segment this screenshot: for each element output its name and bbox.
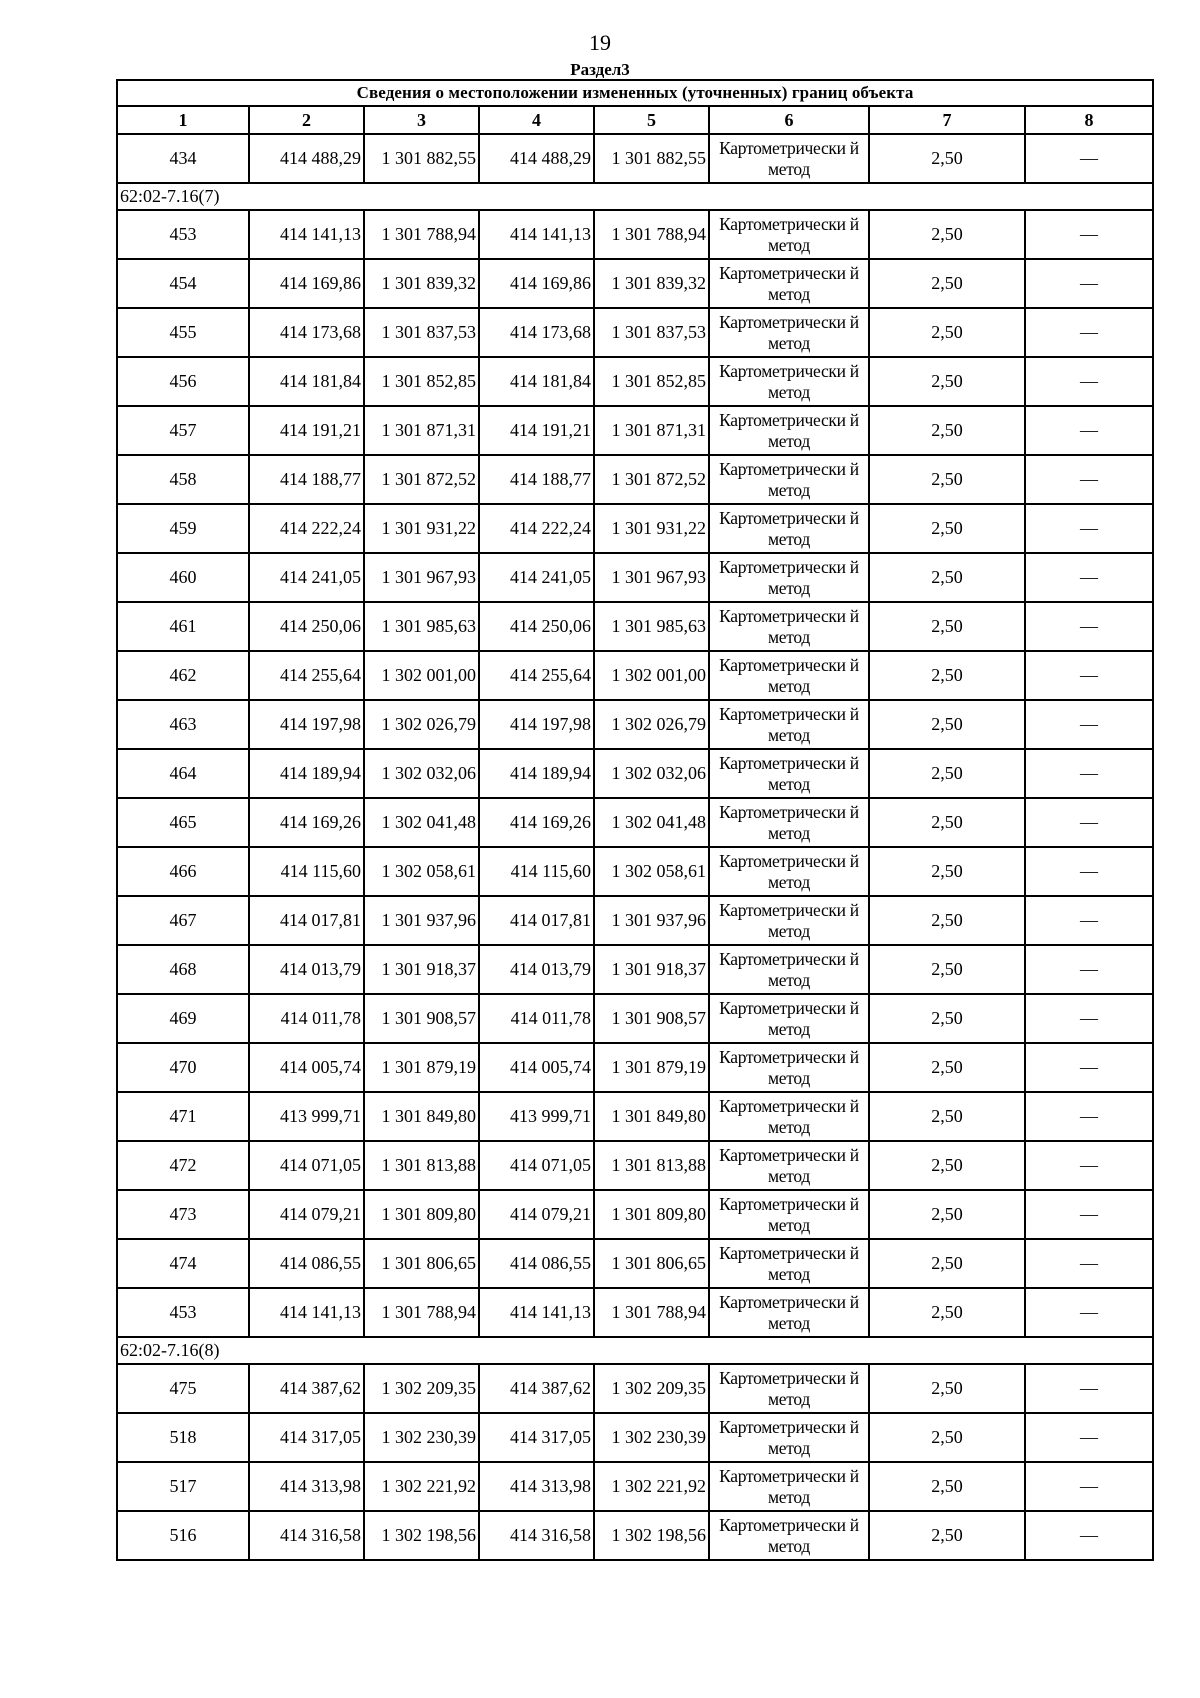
point-number-cell: 472 <box>117 1141 249 1190</box>
point-number-cell: 469 <box>117 994 249 1043</box>
accuracy-cell: 2,50 <box>869 602 1025 651</box>
y-old-cell: 1 301 806,65 <box>364 1239 479 1288</box>
description-cell: — <box>1025 134 1153 183</box>
contour-number-label: 62:02-7.16(7) <box>117 183 1153 210</box>
x-new-cell: 414 255,64 <box>479 651 594 700</box>
point-number-cell: 456 <box>117 357 249 406</box>
x-new-cell: 414 222,24 <box>479 504 594 553</box>
table-row <box>117 1462 1153 1511</box>
point-number-cell: 464 <box>117 749 249 798</box>
y-new-cell: 1 301 908,57 <box>594 994 709 1043</box>
x-new-cell: 414 086,55 <box>479 1239 594 1288</box>
x-old-cell: 414 071,05 <box>249 1141 364 1190</box>
point-number-cell: 453 <box>117 1288 249 1337</box>
y-new-cell: 1 301 918,37 <box>594 945 709 994</box>
y-old-cell: 1 301 839,32 <box>364 259 479 308</box>
y-old-cell: 1 301 931,22 <box>364 504 479 553</box>
x-new-cell: 414 387,62 <box>479 1364 594 1413</box>
table-row <box>117 553 1153 602</box>
description-cell: — <box>1025 1141 1153 1190</box>
y-new-cell: 1 301 937,96 <box>594 896 709 945</box>
description-cell: — <box>1025 259 1153 308</box>
y-new-cell: 1 302 041,48 <box>594 798 709 847</box>
table-row <box>117 1043 1153 1092</box>
x-old-cell: 413 999,71 <box>249 1092 364 1141</box>
accuracy-cell: 2,50 <box>869 1239 1025 1288</box>
description-cell: — <box>1025 994 1153 1043</box>
x-old-cell: 414 017,81 <box>249 896 364 945</box>
point-number-cell: 518 <box>117 1413 249 1462</box>
table-row <box>117 357 1153 406</box>
y-new-cell: 1 301 931,22 <box>594 504 709 553</box>
x-new-cell: 414 313,98 <box>479 1462 594 1511</box>
y-old-cell: 1 302 221,92 <box>364 1462 479 1511</box>
description-cell: — <box>1025 504 1153 553</box>
y-new-cell: 1 301 837,53 <box>594 308 709 357</box>
column-number: 8 <box>1025 106 1153 134</box>
x-old-cell: 414 188,77 <box>249 455 364 504</box>
y-old-cell: 1 302 198,56 <box>364 1511 479 1560</box>
point-number-cell: 455 <box>117 308 249 357</box>
x-old-cell: 414 079,21 <box>249 1190 364 1239</box>
table-row <box>117 994 1153 1043</box>
accuracy-cell: 2,50 <box>869 553 1025 602</box>
description-cell: — <box>1025 1413 1153 1462</box>
accuracy-cell: 2,50 <box>869 455 1025 504</box>
x-old-cell: 414 086,55 <box>249 1239 364 1288</box>
x-new-cell: 414 197,98 <box>479 700 594 749</box>
x-old-cell: 414 317,05 <box>249 1413 364 1462</box>
point-number-cell: 460 <box>117 553 249 602</box>
accuracy-cell: 2,50 <box>869 994 1025 1043</box>
method-cell: Картометрически й метод <box>709 651 869 700</box>
y-new-cell: 1 301 871,31 <box>594 406 709 455</box>
accuracy-cell: 2,50 <box>869 259 1025 308</box>
method-cell: Картометрически й метод <box>709 1364 869 1413</box>
point-number-cell: 461 <box>117 602 249 651</box>
method-cell: Картометрически й метод <box>709 700 869 749</box>
method-cell: Картометрически й метод <box>709 945 869 994</box>
method-cell: Картометрически й метод <box>709 308 869 357</box>
table-row <box>117 406 1153 455</box>
accuracy-cell: 2,50 <box>869 357 1025 406</box>
y-new-cell: 1 301 985,63 <box>594 602 709 651</box>
accuracy-cell: 2,50 <box>869 896 1025 945</box>
y-new-cell: 1 301 882,55 <box>594 134 709 183</box>
y-new-cell: 1 301 839,32 <box>594 259 709 308</box>
description-cell: — <box>1025 896 1153 945</box>
table-row <box>117 504 1153 553</box>
y-old-cell: 1 301 882,55 <box>364 134 479 183</box>
y-old-cell: 1 302 230,39 <box>364 1413 479 1462</box>
description-cell: — <box>1025 1288 1153 1337</box>
method-cell: Картометрически й метод <box>709 1043 869 1092</box>
method-cell: Картометрически й метод <box>709 134 869 183</box>
x-new-cell: 414 141,13 <box>479 1288 594 1337</box>
x-old-cell: 414 173,68 <box>249 308 364 357</box>
y-old-cell: 1 301 852,85 <box>364 357 479 406</box>
x-new-cell: 414 317,05 <box>479 1413 594 1462</box>
x-old-cell: 414 011,78 <box>249 994 364 1043</box>
x-old-cell: 414 488,29 <box>249 134 364 183</box>
description-cell: — <box>1025 1462 1153 1511</box>
x-new-cell: 414 013,79 <box>479 945 594 994</box>
method-cell: Картометрически й метод <box>709 210 869 259</box>
column-number: 6 <box>709 106 869 134</box>
accuracy-cell: 2,50 <box>869 1462 1025 1511</box>
y-new-cell: 1 302 209,35 <box>594 1364 709 1413</box>
method-cell: Картометрически й метод <box>709 455 869 504</box>
method-cell: Картометрически й метод <box>709 798 869 847</box>
y-old-cell: 1 301 985,63 <box>364 602 479 651</box>
y-old-cell: 1 301 872,52 <box>364 455 479 504</box>
description-cell: — <box>1025 406 1153 455</box>
x-new-cell: 414 169,86 <box>479 259 594 308</box>
table-row <box>117 1141 1153 1190</box>
accuracy-cell: 2,50 <box>869 504 1025 553</box>
y-old-cell: 1 301 788,94 <box>364 210 479 259</box>
accuracy-cell: 2,50 <box>869 1043 1025 1092</box>
table-row <box>117 134 1153 183</box>
y-new-cell: 1 302 198,56 <box>594 1511 709 1560</box>
accuracy-cell: 2,50 <box>869 1092 1025 1141</box>
description-cell: — <box>1025 1190 1153 1239</box>
table-row <box>117 1511 1153 1560</box>
point-number-cell: 434 <box>117 134 249 183</box>
table-row <box>117 1413 1153 1462</box>
description-cell: — <box>1025 553 1153 602</box>
accuracy-cell: 2,50 <box>869 847 1025 896</box>
x-old-cell: 414 197,98 <box>249 700 364 749</box>
x-old-cell: 414 141,13 <box>249 1288 364 1337</box>
x-new-cell: 414 316,58 <box>479 1511 594 1560</box>
description-cell: — <box>1025 1364 1153 1413</box>
point-number-cell: 457 <box>117 406 249 455</box>
point-number-cell: 467 <box>117 896 249 945</box>
x-old-cell: 414 250,06 <box>249 602 364 651</box>
description-cell: — <box>1025 945 1153 994</box>
y-old-cell: 1 302 001,00 <box>364 651 479 700</box>
description-cell: — <box>1025 1239 1153 1288</box>
y-new-cell: 1 302 026,79 <box>594 700 709 749</box>
table-row <box>117 259 1153 308</box>
accuracy-cell: 2,50 <box>869 1190 1025 1239</box>
x-new-cell: 414 169,26 <box>479 798 594 847</box>
method-cell: Картометрически й метод <box>709 994 869 1043</box>
accuracy-cell: 2,50 <box>869 1364 1025 1413</box>
accuracy-cell: 2,50 <box>869 1288 1025 1337</box>
x-old-cell: 414 115,60 <box>249 847 364 896</box>
description-cell: — <box>1025 1511 1153 1560</box>
accuracy-cell: 2,50 <box>869 134 1025 183</box>
description-cell: — <box>1025 847 1153 896</box>
x-new-cell: 413 999,71 <box>479 1092 594 1141</box>
method-cell: Картометрически й метод <box>709 1462 869 1511</box>
method-cell: Картометрически й метод <box>709 847 869 896</box>
column-number: 1 <box>117 106 249 134</box>
description-cell: — <box>1025 602 1153 651</box>
x-old-cell: 414 255,64 <box>249 651 364 700</box>
method-cell: Картометрически й метод <box>709 749 869 798</box>
y-new-cell: 1 301 809,80 <box>594 1190 709 1239</box>
x-old-cell: 414 191,21 <box>249 406 364 455</box>
point-number-cell: 458 <box>117 455 249 504</box>
method-cell: Картометрически й метод <box>709 1141 869 1190</box>
accuracy-cell: 2,50 <box>869 749 1025 798</box>
description-cell: — <box>1025 749 1153 798</box>
table-row <box>117 602 1153 651</box>
y-new-cell: 1 301 806,65 <box>594 1239 709 1288</box>
column-number: 5 <box>594 106 709 134</box>
y-old-cell: 1 302 209,35 <box>364 1364 479 1413</box>
y-new-cell: 1 301 788,94 <box>594 210 709 259</box>
x-old-cell: 414 189,94 <box>249 749 364 798</box>
column-number: 3 <box>364 106 479 134</box>
x-new-cell: 414 191,21 <box>479 406 594 455</box>
x-new-cell: 414 005,74 <box>479 1043 594 1092</box>
accuracy-cell: 2,50 <box>869 1511 1025 1560</box>
method-cell: Картометрически й метод <box>709 259 869 308</box>
accuracy-cell: 2,50 <box>869 406 1025 455</box>
x-new-cell: 414 017,81 <box>479 896 594 945</box>
y-old-cell: 1 301 849,80 <box>364 1092 479 1141</box>
y-new-cell: 1 302 230,39 <box>594 1413 709 1462</box>
table-row <box>117 651 1153 700</box>
y-old-cell: 1 301 788,94 <box>364 1288 479 1337</box>
y-new-cell: 1 301 813,88 <box>594 1141 709 1190</box>
method-cell: Картометрически й метод <box>709 1511 869 1560</box>
x-new-cell: 414 488,29 <box>479 134 594 183</box>
y-old-cell: 1 301 837,53 <box>364 308 479 357</box>
contour-group-row <box>117 183 1153 210</box>
x-old-cell: 414 313,98 <box>249 1462 364 1511</box>
y-new-cell: 1 302 032,06 <box>594 749 709 798</box>
table-row <box>117 308 1153 357</box>
description-cell: — <box>1025 357 1153 406</box>
y-old-cell: 1 301 967,93 <box>364 553 479 602</box>
y-old-cell: 1 301 908,57 <box>364 994 479 1043</box>
description-cell: — <box>1025 1092 1153 1141</box>
method-cell: Картометрически й метод <box>709 896 869 945</box>
x-old-cell: 414 013,79 <box>249 945 364 994</box>
table-row <box>117 210 1153 259</box>
x-new-cell: 414 011,78 <box>479 994 594 1043</box>
table-row <box>117 847 1153 896</box>
point-number-cell: 473 <box>117 1190 249 1239</box>
accuracy-cell: 2,50 <box>869 798 1025 847</box>
table-row <box>117 455 1153 504</box>
point-number-cell: 471 <box>117 1092 249 1141</box>
contour-group-row <box>117 1337 1153 1364</box>
y-old-cell: 1 301 937,96 <box>364 896 479 945</box>
point-number-cell: 465 <box>117 798 249 847</box>
method-cell: Картометрически й метод <box>709 1092 869 1141</box>
boundary-coordinates-table <box>116 79 1154 1561</box>
method-cell: Картометрически й метод <box>709 1190 869 1239</box>
description-cell: — <box>1025 308 1153 357</box>
method-cell: Картометрически й метод <box>709 406 869 455</box>
y-new-cell: 1 302 221,92 <box>594 1462 709 1511</box>
description-cell: — <box>1025 455 1153 504</box>
column-number: 2 <box>249 106 364 134</box>
point-number-cell: 468 <box>117 945 249 994</box>
x-old-cell: 414 387,62 <box>249 1364 364 1413</box>
accuracy-cell: 2,50 <box>869 1141 1025 1190</box>
x-new-cell: 414 188,77 <box>479 455 594 504</box>
x-old-cell: 414 241,05 <box>249 553 364 602</box>
y-old-cell: 1 302 032,06 <box>364 749 479 798</box>
table-row <box>117 1288 1153 1337</box>
y-new-cell: 1 302 058,61 <box>594 847 709 896</box>
accuracy-cell: 2,50 <box>869 651 1025 700</box>
description-cell: — <box>1025 651 1153 700</box>
table-row <box>117 1092 1153 1141</box>
table-row <box>117 1364 1153 1413</box>
point-number-cell: 463 <box>117 700 249 749</box>
x-new-cell: 414 189,94 <box>479 749 594 798</box>
point-number-cell: 470 <box>117 1043 249 1092</box>
y-old-cell: 1 302 058,61 <box>364 847 479 896</box>
method-cell: Картометрически й метод <box>709 1413 869 1462</box>
accuracy-cell: 2,50 <box>869 700 1025 749</box>
y-new-cell: 1 301 788,94 <box>594 1288 709 1337</box>
x-old-cell: 414 169,26 <box>249 798 364 847</box>
point-number-cell: 453 <box>117 210 249 259</box>
description-cell: — <box>1025 1043 1153 1092</box>
table-row <box>117 1190 1153 1239</box>
point-number-cell: 517 <box>117 1462 249 1511</box>
y-old-cell: 1 301 918,37 <box>364 945 479 994</box>
x-new-cell: 414 079,21 <box>479 1190 594 1239</box>
table-row <box>117 749 1153 798</box>
y-new-cell: 1 302 001,00 <box>594 651 709 700</box>
x-new-cell: 414 141,13 <box>479 210 594 259</box>
x-old-cell: 414 169,86 <box>249 259 364 308</box>
point-number-cell: 459 <box>117 504 249 553</box>
x-old-cell: 414 181,84 <box>249 357 364 406</box>
point-number-cell: 466 <box>117 847 249 896</box>
table-row <box>117 798 1153 847</box>
x-new-cell: 414 241,05 <box>479 553 594 602</box>
column-number-row <box>117 106 1153 134</box>
x-new-cell: 414 250,06 <box>479 602 594 651</box>
table-row <box>117 1239 1153 1288</box>
y-old-cell: 1 302 026,79 <box>364 700 479 749</box>
column-number: 4 <box>479 106 594 134</box>
accuracy-cell: 2,50 <box>869 945 1025 994</box>
point-number-cell: 454 <box>117 259 249 308</box>
y-new-cell: 1 301 879,19 <box>594 1043 709 1092</box>
y-new-cell: 1 301 849,80 <box>594 1092 709 1141</box>
point-number-cell: 516 <box>117 1511 249 1560</box>
accuracy-cell: 2,50 <box>869 210 1025 259</box>
section-title: Раздел3 <box>570 60 630 79</box>
table-caption-row <box>117 80 1153 106</box>
accuracy-cell: 2,50 <box>869 308 1025 357</box>
table-row <box>117 700 1153 749</box>
y-old-cell: 1 301 879,19 <box>364 1043 479 1092</box>
table-row <box>117 945 1153 994</box>
point-number-cell: 474 <box>117 1239 249 1288</box>
table-row <box>117 896 1153 945</box>
description-cell: — <box>1025 210 1153 259</box>
y-old-cell: 1 302 041,48 <box>364 798 479 847</box>
point-number-cell: 475 <box>117 1364 249 1413</box>
point-number-cell: 462 <box>117 651 249 700</box>
method-cell: Картометрически й метод <box>709 553 869 602</box>
y-new-cell: 1 301 967,93 <box>594 553 709 602</box>
page-number: 19 <box>589 30 611 55</box>
y-old-cell: 1 301 809,80 <box>364 1190 479 1239</box>
accuracy-cell: 2,50 <box>869 1413 1025 1462</box>
x-new-cell: 414 115,60 <box>479 847 594 896</box>
method-cell: Картометрически й метод <box>709 1239 869 1288</box>
x-old-cell: 414 316,58 <box>249 1511 364 1560</box>
x-old-cell: 414 005,74 <box>249 1043 364 1092</box>
y-new-cell: 1 301 872,52 <box>594 455 709 504</box>
method-cell: Картометрически й метод <box>709 504 869 553</box>
x-new-cell: 414 173,68 <box>479 308 594 357</box>
x-old-cell: 414 141,13 <box>249 210 364 259</box>
table-caption: Сведения о местоположении измененных (уточненных) границ объекта <box>117 80 1153 106</box>
x-new-cell: 414 071,05 <box>479 1141 594 1190</box>
description-cell: — <box>1025 798 1153 847</box>
y-old-cell: 1 301 813,88 <box>364 1141 479 1190</box>
method-cell: Картометрически й метод <box>709 357 869 406</box>
description-cell: — <box>1025 700 1153 749</box>
y-new-cell: 1 301 852,85 <box>594 357 709 406</box>
x-old-cell: 414 222,24 <box>249 504 364 553</box>
column-number: 7 <box>869 106 1025 134</box>
contour-number-label: 62:02-7.16(8) <box>117 1337 1153 1364</box>
x-new-cell: 414 181,84 <box>479 357 594 406</box>
method-cell: Картометрически й метод <box>709 602 869 651</box>
method-cell: Картометрически й метод <box>709 1288 869 1337</box>
y-old-cell: 1 301 871,31 <box>364 406 479 455</box>
